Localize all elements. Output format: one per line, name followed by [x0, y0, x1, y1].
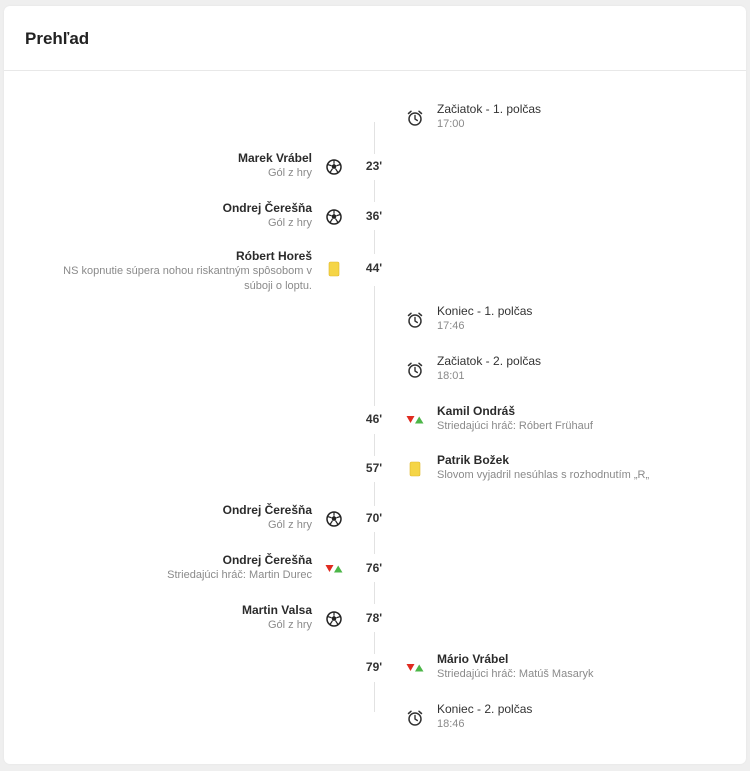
player-name[interactable]: Ondrej Čerešňa [222, 503, 312, 517]
event-detail: Striedajúci hráč: Matúš Masaryk [437, 668, 594, 680]
period-time: 18:46 [437, 718, 465, 730]
period-label: Začiatok - 1. polčas [437, 102, 542, 116]
event-detail: Striedajúci hráč: Róbert Frühauf [437, 420, 593, 432]
player-name[interactable]: Mário Vrábel [437, 652, 509, 666]
timeline-line [374, 532, 375, 554]
event-minute: 57' [356, 458, 392, 478]
player-name[interactable]: Ondrej Čerešňa [222, 553, 312, 567]
event-minute: 36' [356, 206, 392, 226]
substitution-icon [406, 411, 424, 429]
alarm-clock-icon [406, 709, 424, 727]
event-text [437, 453, 649, 483]
event-minute: 46' [356, 409, 392, 429]
timeline-line [374, 632, 375, 654]
event-text [437, 354, 541, 384]
event-text [238, 151, 312, 181]
period-label: Začiatok - 2. polčas [437, 354, 542, 368]
yellow-card-icon [406, 460, 424, 478]
event-detail: Gól z hry [267, 619, 312, 631]
event-minute: 76' [356, 558, 392, 578]
soccer-ball-icon [325, 208, 343, 226]
event-text [437, 702, 532, 732]
player-name[interactable]: Marek Vrábel [237, 151, 312, 165]
alarm-clock-icon [406, 311, 424, 329]
player-name[interactable]: Martin Valsa [241, 603, 312, 617]
event-text [437, 304, 532, 334]
yellow-card-icon [325, 260, 343, 278]
player-name[interactable]: Ondrej Čerešňa [222, 201, 312, 215]
event-text [242, 603, 312, 633]
alarm-clock-icon [406, 109, 424, 127]
timeline-line [374, 582, 375, 604]
timeline-line [374, 434, 375, 456]
event-text [32, 249, 312, 294]
period-time: 17:00 [437, 118, 465, 130]
header-divider [4, 70, 746, 71]
period-time: 17:46 [437, 320, 465, 332]
event-minute: 70' [356, 508, 392, 528]
soccer-ball-icon [325, 158, 343, 176]
overview-card [4, 6, 746, 764]
timeline-line [374, 482, 375, 506]
timeline-line [374, 122, 375, 154]
player-name[interactable]: Patrik Božek [437, 453, 510, 467]
event-text [223, 201, 312, 231]
event-detail: Gól z hry [267, 519, 312, 531]
event-detail: Striedajúci hráč: Martin Durec [167, 569, 312, 581]
substitution-icon [325, 560, 343, 578]
soccer-ball-icon [325, 510, 343, 528]
event-detail: Gól z hry [267, 167, 312, 179]
event-text [437, 102, 541, 132]
period-label: Koniec - 1. polčas [437, 304, 533, 318]
event-detail: Gól z hry [267, 217, 312, 229]
event-text [437, 652, 594, 682]
alarm-clock-icon [406, 361, 424, 379]
period-time: 18:01 [437, 370, 465, 382]
substitution-icon [406, 659, 424, 677]
player-name[interactable]: Kamil Ondráš [437, 404, 516, 418]
soccer-ball-icon [325, 610, 343, 628]
event-minute: 79' [356, 657, 392, 677]
event-detail: Slovom vyjadril nesúhlas s rozhodnutím „R„ [437, 469, 650, 481]
period-label: Koniec - 2. polčas [437, 702, 533, 716]
event-detail: NS kopnutie súpera nohou riskantným spôsobom v súboji o loptu. [63, 265, 312, 292]
page-title: Prehľad [25, 29, 90, 48]
event-minute: 23' [356, 156, 392, 176]
player-name[interactable]: Róbert Horeš [235, 249, 312, 263]
timeline-line [374, 286, 375, 406]
timeline-line [374, 230, 375, 254]
event-minute: 78' [356, 608, 392, 628]
event-text [223, 503, 312, 533]
timeline-line [374, 180, 375, 202]
event-minute: 44' [356, 258, 392, 278]
timeline-line [374, 682, 375, 712]
event-text [437, 404, 593, 434]
event-text [167, 553, 312, 583]
